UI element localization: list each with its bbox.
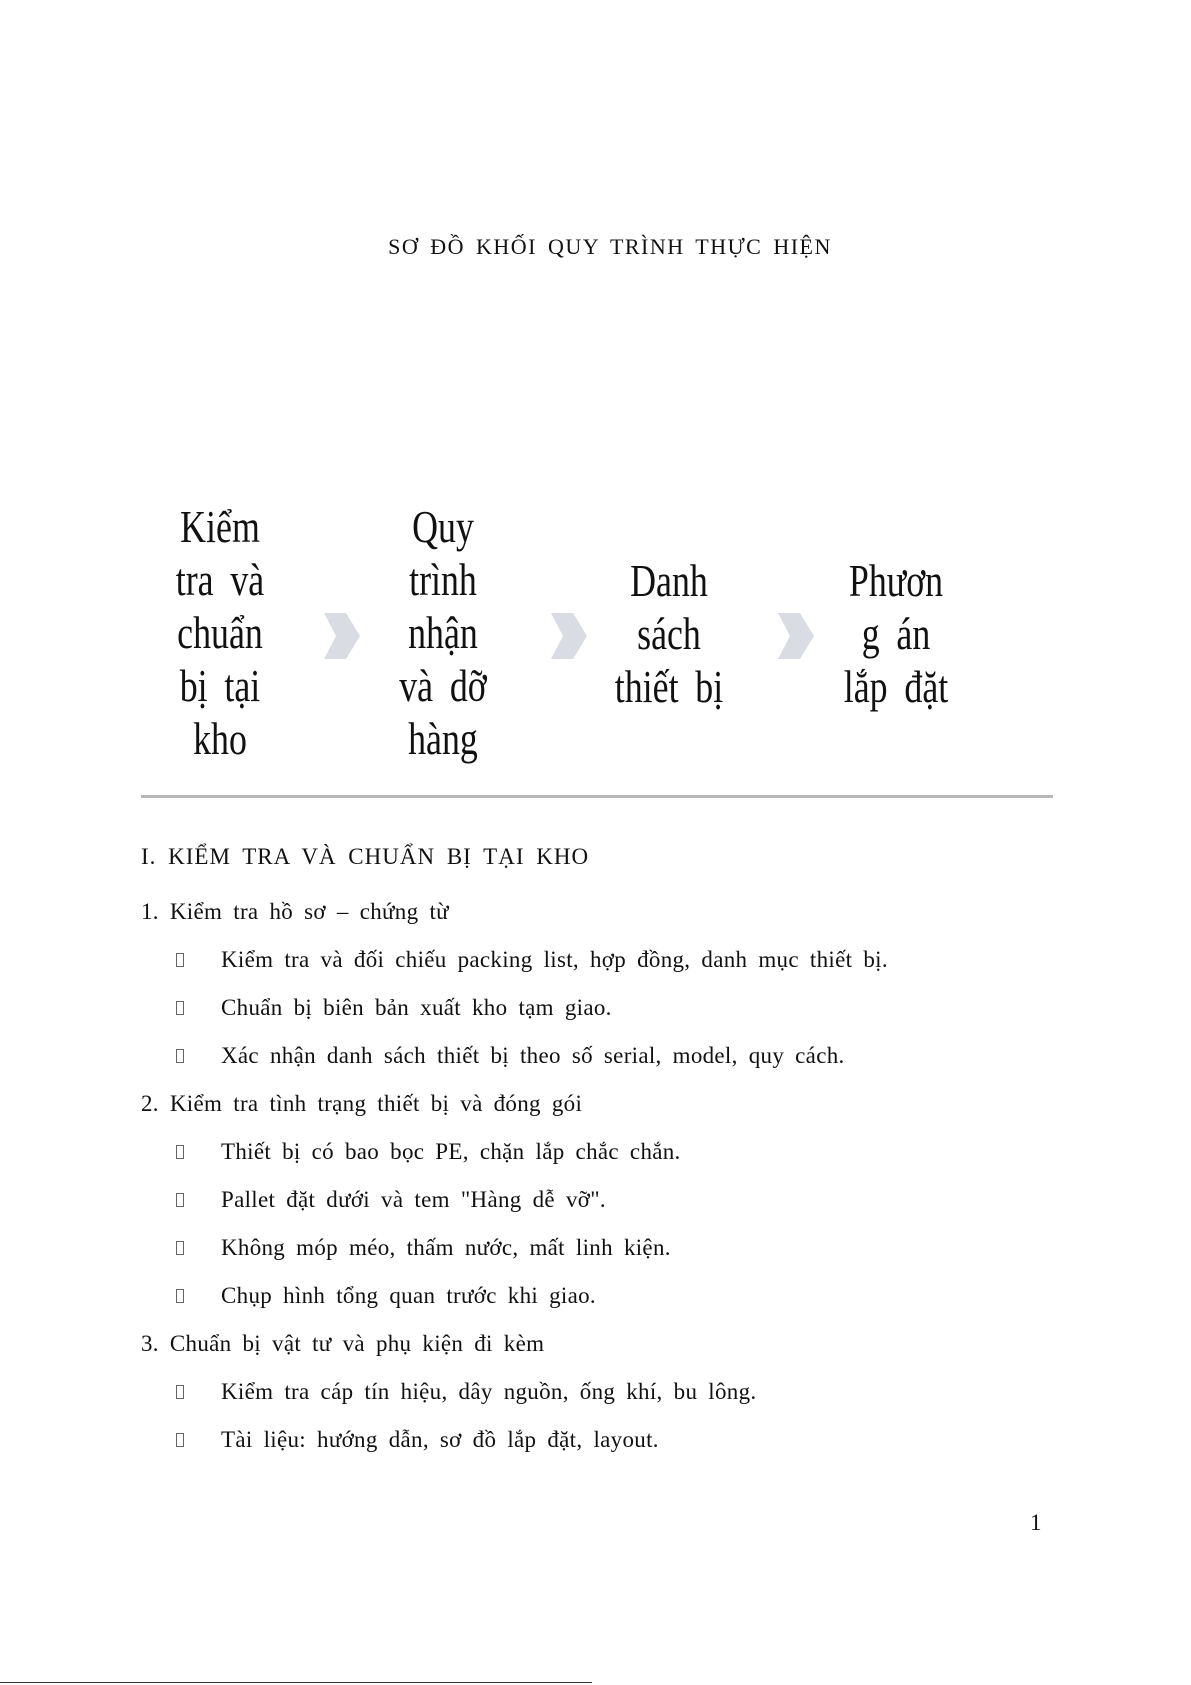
process-flow-diagram (0, 500, 1191, 780)
list-item-text: Chuẩn bị biên bản xuất kho tạm giao. (221, 995, 612, 1020)
list-item (141, 1274, 1061, 1322)
list-item (141, 1370, 1061, 1418)
step-line: trình (409, 554, 477, 605)
flow-step-warehouse-check (162, 500, 279, 765)
document-body (141, 840, 1061, 1466)
subsection-heading: 1. Kiểm tra hồ sơ – chứng từ (141, 899, 449, 924)
list-item (141, 938, 1061, 986)
flow-step-equipment-list (611, 554, 728, 713)
step-line: thiết bị (614, 661, 724, 712)
list-item-text: Pallet đặt dưới và tem "Hàng dễ vỡ". (221, 1187, 606, 1212)
subsection-heading: 3. Chuẩn bị vật tư và phụ kiện đi kèm (141, 1331, 545, 1356)
list-item (141, 1178, 1061, 1226)
section-divider (141, 795, 1053, 798)
step-line: bị tại (179, 660, 261, 711)
step-line: chuẩn (177, 607, 263, 658)
bullet-marker-icon (176, 1145, 184, 1159)
step-line: Kiểm (180, 501, 260, 552)
list-item (141, 1226, 1061, 1274)
list-item-text: Xác nhận danh sách thiết bị theo số serial, model, quy cách. (221, 1043, 845, 1068)
step-line: tra và (175, 554, 265, 605)
flow-step-receive-unload (385, 500, 502, 765)
bullet-marker-icon (176, 1385, 184, 1399)
list-item (141, 1418, 1061, 1466)
section-heading: I. KIỂM TRA VÀ CHUẨN BỊ TẠI KHO (141, 844, 590, 869)
step-line: g án (861, 608, 931, 659)
step-line: Danh (630, 555, 708, 606)
list-item-text: Kiểm tra cáp tín hiệu, dây nguồn, ống khí, bu lông. (221, 1379, 757, 1404)
page-number: 1 (1030, 1510, 1042, 1535)
list-item (141, 1034, 1061, 1082)
bullet-marker-icon (176, 1289, 184, 1303)
step-line: Phươn (848, 555, 944, 606)
step-line: Quy (412, 501, 474, 552)
footer-rule (0, 1682, 592, 1683)
list-item-text: Kiểm tra và đối chiếu packing list, hợp đồng, danh mục thiết bị. (221, 947, 888, 972)
subsection-heading: 2. Kiểm tra tình trạng thiết bị và đóng gói (141, 1091, 583, 1116)
step-line: hàng (408, 713, 478, 764)
list-item-text: Thiết bị có bao bọc PE, chặn lắp chắc chắn. (221, 1139, 681, 1164)
step-line: và dỡ (399, 660, 487, 711)
list-item (141, 986, 1061, 1034)
list-item-text: Chụp hình tổng quan trước khi giao. (221, 1283, 596, 1308)
step-line: sách (637, 608, 701, 659)
bullet-marker-icon (176, 953, 184, 967)
step-line: kho (193, 713, 247, 764)
list-item-text: Không móp méo, thấm nước, mất linh kiện. (221, 1235, 671, 1260)
arrow-right-icon (778, 607, 814, 665)
step-line: nhận (408, 607, 478, 658)
bullet-marker-icon (176, 1241, 184, 1255)
bullet-marker-icon (176, 1433, 184, 1447)
bullet-marker-icon (176, 1049, 184, 1063)
flow-step-installation-plan (838, 554, 955, 713)
list-item-text: Tài liệu: hướng dẫn, sơ đồ lắp đặt, layout. (221, 1427, 659, 1452)
page-title: SƠ ĐỒ KHỐI QUY TRÌNH THỰC HIỆN (388, 234, 832, 259)
arrow-right-icon (551, 607, 587, 665)
arrow-right-icon (324, 607, 360, 665)
step-line: lắp đặt (843, 661, 949, 712)
bullet-marker-icon (176, 1001, 184, 1015)
list-item (141, 1130, 1061, 1178)
bullet-marker-icon (176, 1193, 184, 1207)
